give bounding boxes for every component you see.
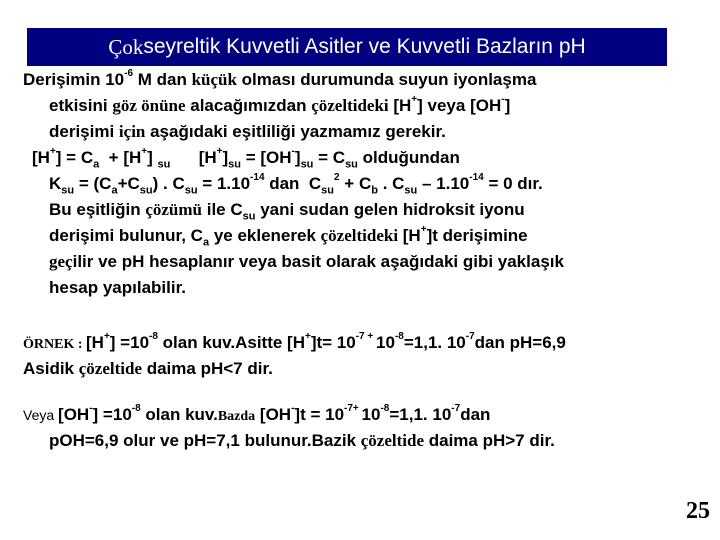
text-run: ] =10 xyxy=(92,405,132,424)
superscript: + xyxy=(420,224,427,236)
paragraph-line-3 xyxy=(49,122,446,142)
superscript: - xyxy=(501,94,505,106)
base-line-1 xyxy=(23,405,490,427)
text-run: ] veya [OH xyxy=(417,96,502,115)
equation-line-1 xyxy=(32,146,460,171)
example-label: ÖRNEK : xyxy=(23,337,86,352)
text-run: . C xyxy=(377,174,405,193)
text-run: olduğundan xyxy=(357,148,460,167)
base-line-2 xyxy=(49,431,555,451)
title-word-cok: Çok xyxy=(108,34,144,59)
text-run: – 1.10 xyxy=(417,174,470,193)
text-run: + C xyxy=(339,174,372,193)
text-run: pOH=6,9 olur ve pH=7,1 bulunur.Bazik xyxy=(49,431,361,450)
superscript: -6 xyxy=(124,68,134,80)
paragraph-line-9 xyxy=(49,278,186,298)
text-run: ]t derişimine xyxy=(426,226,528,245)
text-run: yani sudan gelen hidroksit iyonu xyxy=(255,200,525,219)
superscript: + xyxy=(304,331,311,343)
text-run: ile C xyxy=(202,200,243,219)
subscript: su xyxy=(242,210,256,223)
text-run: için xyxy=(118,122,146,141)
subscript: su xyxy=(184,184,198,197)
text-run: olan kuv.Asitte [H xyxy=(157,333,305,352)
subscript: su xyxy=(61,184,75,197)
text-run: ]t = 10 xyxy=(294,405,345,424)
text-run: [H xyxy=(32,148,50,167)
text-run: aşağıdaki eşitliliği yazmamız gerekir. xyxy=(145,122,446,141)
text-run: dan C xyxy=(264,174,322,193)
page-number: 25 xyxy=(686,498,710,524)
superscript: + xyxy=(103,331,110,343)
subscript: su xyxy=(157,158,171,171)
text-run: + [H xyxy=(99,148,142,167)
text-run: Bu eşitliğin xyxy=(49,200,146,219)
text-run: [OH xyxy=(255,405,292,424)
subscript: su xyxy=(321,184,335,197)
text-run: göz önüne xyxy=(112,96,186,115)
subscript: su xyxy=(300,158,314,171)
text-run: Veya xyxy=(23,407,59,423)
superscript: 2 xyxy=(334,172,340,184)
text-run: etkisini xyxy=(49,96,113,115)
equation-line-2 xyxy=(49,172,543,197)
text-run: [H xyxy=(170,148,217,167)
subscript: su xyxy=(345,158,358,171)
text-run: ] xyxy=(294,148,301,167)
text-run: ] =10 xyxy=(109,333,150,352)
superscript: -8 xyxy=(149,331,158,343)
superscript: -8 xyxy=(380,403,390,415)
text-run: =1,1. 10 xyxy=(403,333,466,352)
text-run: daima pH>7 dir. xyxy=(424,431,555,450)
text-run: Bazda xyxy=(217,409,256,424)
superscript: -7 + xyxy=(355,331,377,343)
text-run: çözeltideki xyxy=(311,96,389,115)
superscript: -7+ xyxy=(344,403,362,415)
slide-title xyxy=(27,28,667,66)
text-run: çözeltide xyxy=(78,359,142,378)
example-line-1 xyxy=(23,333,566,355)
subscript: a xyxy=(111,184,118,197)
paragraph-line-8 xyxy=(49,252,564,272)
text-run: [OH xyxy=(58,405,90,424)
superscript: - xyxy=(89,403,93,415)
text-run: küçük xyxy=(191,70,237,89)
text-run: [H xyxy=(86,333,104,352)
superscript: -14 xyxy=(250,172,265,184)
text-run: dan pH=6,9 xyxy=(474,333,566,352)
subscript: su xyxy=(228,158,241,171)
subscript: su xyxy=(404,184,418,197)
text-run: 10 xyxy=(361,405,381,424)
subscript: a xyxy=(93,158,100,171)
text-run: K xyxy=(49,174,62,193)
text-run: ] xyxy=(504,96,511,115)
text-run: ) . C xyxy=(152,174,185,193)
text-run: çözeltideki xyxy=(320,226,399,245)
text-run: ye eklenerek xyxy=(209,226,321,245)
text-run: daima pH<7 dir. xyxy=(142,359,273,378)
text-run: = 0 dır. xyxy=(483,174,543,193)
paragraph-line-7 xyxy=(49,224,528,249)
superscript: + xyxy=(49,146,56,158)
superscript: + xyxy=(216,146,223,158)
text-run: M dan xyxy=(133,70,192,89)
text-run: derişimi bulunur, C xyxy=(49,226,203,245)
example-line-2 xyxy=(23,359,273,379)
text-run: ilir ve pH hesaplanır veya basit olarak aşağıdaki gibi yaklaşık xyxy=(72,252,564,271)
text-run: Derişimin 10 xyxy=(23,70,125,89)
text-run: ] xyxy=(222,148,229,167)
text-run: ] = C xyxy=(55,148,94,167)
superscript: - xyxy=(291,146,295,158)
text-run: +C xyxy=(117,174,140,193)
text-run: ]t= 10 xyxy=(310,333,356,352)
subscript: su xyxy=(139,184,153,197)
subscript: b xyxy=(371,184,378,197)
superscript: + xyxy=(411,94,418,106)
text-run: 10 xyxy=(376,333,395,352)
subscript: a xyxy=(202,236,210,249)
text-run: hesap yapılabilir. xyxy=(49,278,187,297)
text-run: = C xyxy=(313,148,346,167)
text-run: =1,1. 10 xyxy=(389,405,452,424)
text-run: [H xyxy=(398,226,421,245)
title-text: seyreltik Kuvvetli Asitler ve Kuvvetli Bazların pH xyxy=(143,35,586,58)
text-run: [H xyxy=(388,96,412,115)
paragraph-line-1 xyxy=(23,70,536,90)
superscript: -8 xyxy=(394,331,404,343)
text-run: dan xyxy=(460,405,491,424)
text-run: derişimi xyxy=(49,122,119,141)
text-run: = 1.10 xyxy=(197,174,251,193)
text-run: Asidik xyxy=(23,359,79,378)
superscript: + xyxy=(141,146,148,158)
superscript: -7 xyxy=(465,331,475,343)
text-run: olması durumunda suyun iyonlaşma xyxy=(236,70,537,89)
text-run: olan kuv. xyxy=(140,405,218,424)
superscript: -7 xyxy=(451,403,461,415)
paragraph-line-2 xyxy=(49,96,510,116)
superscript: -8 xyxy=(131,403,141,415)
superscript: - xyxy=(291,403,295,415)
text-run: alacağımızdan xyxy=(185,96,312,115)
text-run: çözeltide xyxy=(360,431,425,450)
superscript: -14 xyxy=(469,172,484,184)
text-run: = [OH xyxy=(241,148,292,167)
text-run: geç xyxy=(49,252,73,271)
paragraph-line-6 xyxy=(49,200,525,223)
text-run: = (C xyxy=(74,174,112,193)
text-run: çözümü xyxy=(145,200,203,219)
text-run: ] xyxy=(147,148,158,167)
